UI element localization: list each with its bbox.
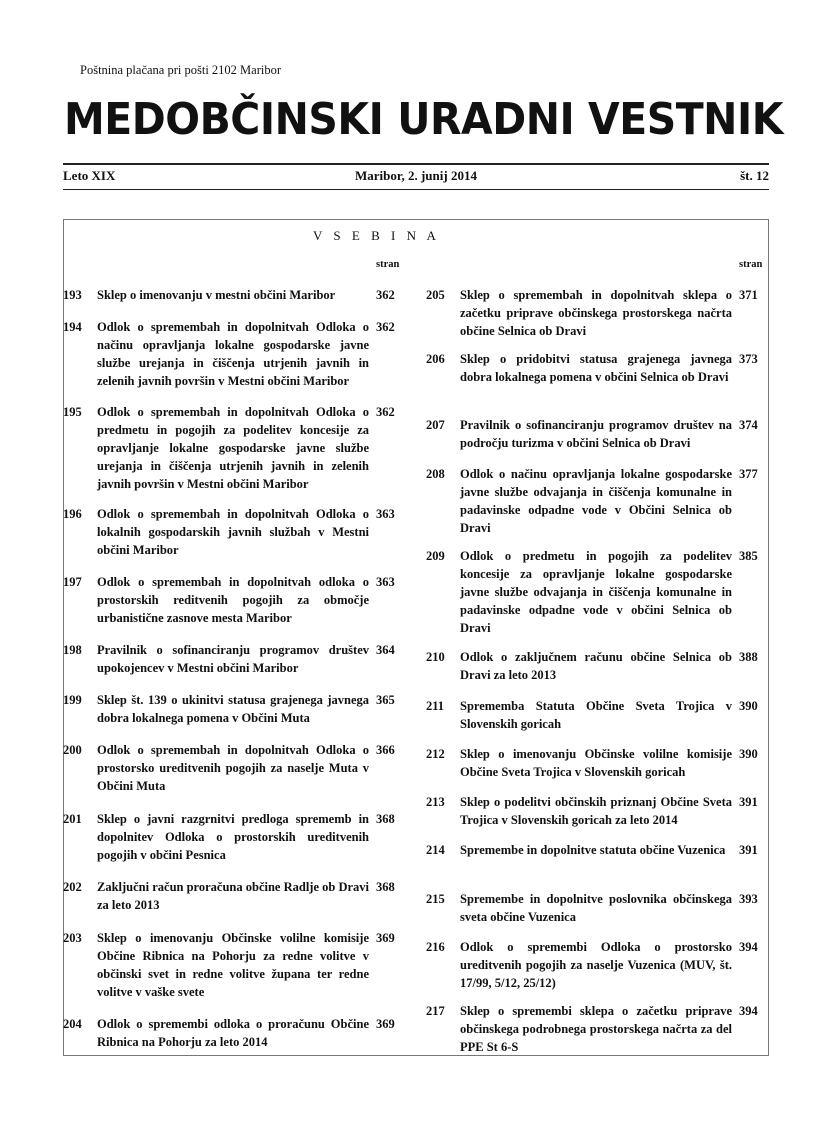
entry-title: Odlok o spremembi odloka o proračunu Občine Ribnica na Pohorju za leto 2014 <box>97 1017 369 1049</box>
entry-number: 196 <box>63 507 82 521</box>
entry-page: 363 <box>376 575 395 589</box>
masthead-title: MEDOBČINSKI URADNI VESTNIK <box>64 94 783 145</box>
entry-title: Odlok o predmetu in pogojih za podelitev koncesije za opravljanje lokalne gospodarske javne službe odvajanja in čiščenja komunalne in padavinske odpadne vode v občini Selnica ob Dravi <box>460 549 732 635</box>
entry-title: Sklep o imenovanju Občinske volilne komisije Občine Ribnica na Pohorju za redne volitve v občinski svet in redne volitve župana ter redne volitve v vaške svete <box>97 931 369 999</box>
entry-number: 197 <box>63 575 82 589</box>
entry-number: 209 <box>426 549 445 563</box>
entry-title: Odlok o spremembah in dopolnitvah Odloka o predmetu in pogojih za podelitev koncesije za opravljanje lokalne gospodarske javne službe urejanja in čiščenja utrjenih javnih in zelenih javnih površin v Mestni občini Maribor <box>97 405 369 491</box>
entry-title: Sklep o javni razgrnitvi predloga sprememb in dopolnitev Odloka o prostorskih ureditvenih pogojih v občini Pesnica <box>97 812 369 862</box>
header-rule-top <box>63 163 769 165</box>
entry-page: 394 <box>739 940 758 954</box>
entry-title: Sklep o spremembah in dopolnitvah sklepa o začetku priprave občinskega prostorskega načrta občine Selnica ob Dravi <box>460 288 732 338</box>
entry-page: 364 <box>376 643 395 657</box>
entry-page: 362 <box>376 405 395 419</box>
entry-number: 211 <box>426 699 445 713</box>
entry-title: Odlok o spremembah in dopolnitvah odloka o prostorskih reditvenih pogojih za območje urbanistične zasnove mesta Maribor <box>97 575 369 625</box>
entry-page: 393 <box>739 892 758 906</box>
entry-title: Odlok o načinu opravljanja lokalne gospodarske javne službe odvajanja in čiščenja komunalne in padavinske odpadne vode v Občini Selnica ob Dravi <box>460 467 732 535</box>
issue-year: Leto XIX <box>63 168 116 183</box>
entry-number: 214 <box>426 843 445 857</box>
page-column-label-left: stran <box>376 259 400 270</box>
entry-title: Odlok o spremembah in dopolnitvah Odloka o prostorsko ureditvenih pogojih za naselje Muta v Občini Muta <box>97 743 369 793</box>
entry-number: 207 <box>426 418 445 432</box>
header-rule-bottom <box>63 189 769 190</box>
entry-page: 369 <box>376 931 395 945</box>
entry-number: 193 <box>63 288 82 302</box>
issue-dateline: Maribor, 2. junij 2014 <box>355 168 477 183</box>
page-column-label-right: stran <box>739 259 763 270</box>
entry-number: 210 <box>426 650 445 664</box>
entry-number: 198 <box>63 643 82 657</box>
entry-title: Sprememba Statuta Občine Sveta Trojica v Slovenskih goricah <box>460 699 732 731</box>
entry-number: 216 <box>426 940 445 954</box>
entry-title: Sklep o spremembi sklepa o začetku priprave občinskega podrobnega prostorskega načrta za del PPE St 6-S <box>460 1004 732 1054</box>
entry-number: 208 <box>426 467 445 481</box>
entry-number: 195 <box>63 405 82 419</box>
entry-page: 394 <box>739 1004 758 1018</box>
entry-title: Odlok o zaključnem računu občine Selnica ob Dravi za leto 2013 <box>460 650 732 682</box>
entry-page: 385 <box>739 549 758 563</box>
entry-page: 362 <box>376 288 395 302</box>
entry-page: 373 <box>739 352 758 366</box>
entry-page: 368 <box>376 880 395 894</box>
issue-number: št. 12 <box>740 168 769 183</box>
postal-note: Poštnina plačana pri pošti 2102 Maribor <box>80 63 282 77</box>
entry-title: Odlok o spremembah in dopolnitvah Odloka o lokalnih gospodarskih javnih službah v Mestni občini Maribor <box>97 507 369 557</box>
entry-number: 205 <box>426 288 445 302</box>
entry-number: 213 <box>426 795 445 809</box>
entry-page: 365 <box>376 693 395 707</box>
entry-number: 200 <box>63 743 82 757</box>
issue-line <box>63 168 769 186</box>
entry-page: 362 <box>376 320 395 334</box>
entry-title: Zaključni račun proračuna občine Radlje ob Dravi za leto 2013 <box>97 880 370 912</box>
entry-title: Spremembe in dopolnitve statuta občine Vuzenica <box>460 843 726 857</box>
entry-page: 377 <box>739 467 758 481</box>
entry-number: 217 <box>426 1004 445 1018</box>
entry-title: Sklep o podelitvi občinskih priznanj Občine Sveta Trojica v Slovenskih goricah za leto 2014 <box>460 795 732 827</box>
entry-page: 390 <box>739 699 758 713</box>
entry-number: 201 <box>63 812 82 826</box>
contents-heading: V S E B I N A <box>313 228 440 243</box>
entry-title: Odlok o spremembah in dopolnitvah Odloka o načinu opravljanja lokalne gospodarske javne službe urejanja in čiščenja utrjenih javnih in zelenih javnih površin v Mestni občini Maribor <box>97 320 369 388</box>
entry-number: 203 <box>63 931 82 945</box>
entry-number: 215 <box>426 892 445 906</box>
entry-page: 369 <box>376 1017 395 1031</box>
entry-title: Pravilnik o sofinanciranju programov društev upokojencev v Mestni občini Maribor <box>97 643 369 675</box>
entry-title: Sklep o imenovanju Občinske volilne komisije Občine Sveta Trojica v Slovenskih goricah <box>460 747 732 779</box>
entry-page: 391 <box>739 843 758 857</box>
entry-page: 368 <box>376 812 395 826</box>
entry-number: 212 <box>426 747 445 761</box>
entry-title: Odlok o spremembi Odloka o prostorsko ureditvenih pogojih za naselje Vuzenica (MUV, št. 17/99, 5/12, 25/12) <box>460 940 732 990</box>
entry-page: 366 <box>376 743 395 757</box>
entry-page: 374 <box>739 418 758 432</box>
entry-page: 388 <box>739 650 758 664</box>
entry-page: 371 <box>739 288 758 302</box>
entry-number: 199 <box>63 693 82 707</box>
entry-title: Sklep št. 139 o ukinitvi statusa grajenega javnega dobra lokalnega pomena v Občini Muta <box>97 693 369 725</box>
entry-number: 202 <box>63 880 82 894</box>
entry-number: 204 <box>63 1017 82 1031</box>
entry-page: 391 <box>739 795 758 809</box>
entry-title: Sklep o pridobitvi statusa grajenega javnega dobra lokalnega pomena v občini Selnica ob Dravi <box>460 352 732 384</box>
entry-title: Spremembe in dopolnitve poslovnika občinskega sveta občine Vuzenica <box>460 892 732 924</box>
entry-title: Pravilnik o sofinanciranju programov društev na področju turizma v občini Selnica ob Dravi <box>460 418 732 450</box>
entry-page: 390 <box>739 747 758 761</box>
entry-title: Sklep o imenovanju v mestni občini Maribor <box>97 288 336 302</box>
entry-page: 363 <box>376 507 395 521</box>
entry-number: 206 <box>426 352 445 366</box>
entry-number: 194 <box>63 320 82 334</box>
